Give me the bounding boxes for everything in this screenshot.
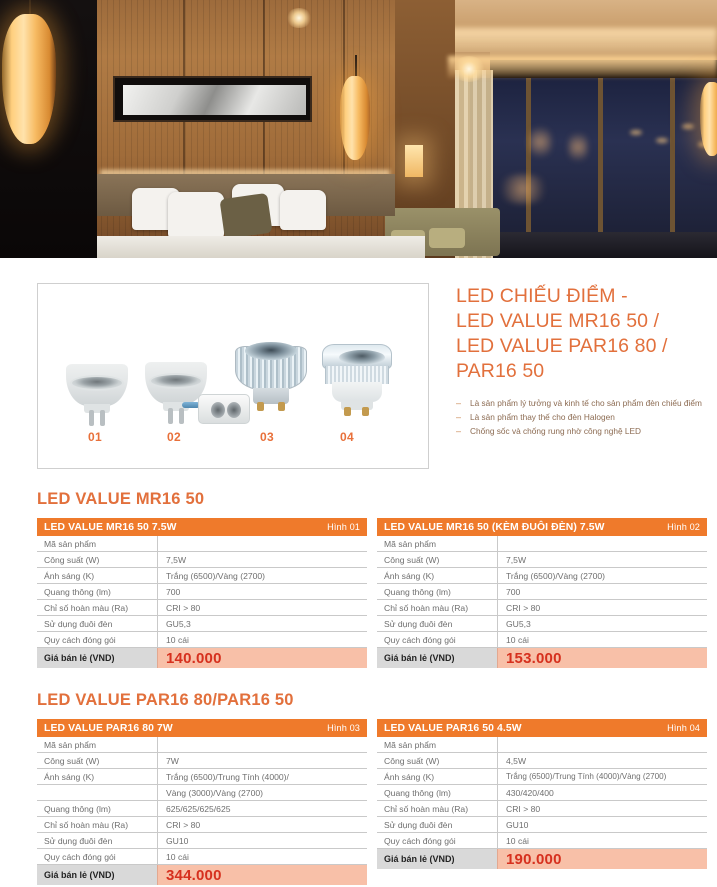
bed bbox=[95, 236, 425, 258]
title-line-1: LED CHIẾU ĐIỂM - bbox=[456, 285, 628, 307]
row-value bbox=[497, 536, 707, 552]
row-value: GU10 bbox=[157, 833, 367, 849]
bullet-text: Là sản phẩm lý tưởng và kinh tế cho sản phẩm đèn chiếu điểm bbox=[470, 398, 702, 408]
table-title: LED VALUE PAR16 80 7W bbox=[44, 722, 173, 734]
price-value: 140.000 bbox=[157, 648, 367, 668]
spec-table-mr16-50-with-socket bbox=[377, 518, 707, 668]
figure-ref: Hình 01 bbox=[327, 522, 360, 532]
row-label: Công suất (W) bbox=[44, 755, 100, 766]
row-value bbox=[157, 536, 367, 552]
title-line-4: PAR16 50 bbox=[456, 360, 545, 382]
row-value: 10 cái bbox=[157, 632, 367, 648]
row-label: Mã sản phẩm bbox=[44, 739, 97, 750]
table-header bbox=[37, 518, 367, 536]
table-row bbox=[377, 584, 707, 600]
table-row bbox=[37, 600, 367, 616]
row-value: Vàng (3000)/Vàng (2700) bbox=[157, 785, 367, 801]
row-label: Công suất (W) bbox=[384, 554, 440, 565]
table-row bbox=[37, 616, 367, 632]
spec-table-par16-50 bbox=[377, 719, 707, 869]
table-row bbox=[37, 817, 367, 833]
table-row bbox=[37, 833, 367, 849]
table-title: LED VALUE MR16 50 (KÈM ĐUÔI ĐÈN) 7.5W bbox=[384, 521, 605, 533]
table-row bbox=[37, 801, 367, 817]
row-value: CRI > 80 bbox=[157, 817, 367, 833]
row-value: Trắng (6500)/Trung Tính (4000)/Vàng (2700) bbox=[497, 769, 707, 785]
table-row bbox=[377, 616, 707, 632]
table-row bbox=[377, 817, 707, 833]
page-title bbox=[456, 284, 706, 384]
lamp-label-04: 04 bbox=[340, 430, 354, 444]
price-row bbox=[37, 648, 367, 668]
hero-bedroom-photo bbox=[0, 0, 717, 258]
row-label: Quy cách đóng gói bbox=[44, 851, 116, 862]
row-value: 430/420/400 bbox=[497, 785, 707, 801]
wall-sconce-light bbox=[405, 145, 423, 177]
bullet-text: Chống sốc và chống rung nhờ công nghệ LED bbox=[470, 426, 642, 436]
price-label: Giá bán lẻ (VND) bbox=[377, 648, 497, 668]
row-label: Quy cách đóng gói bbox=[384, 835, 456, 846]
row-label: Công suất (W) bbox=[44, 554, 100, 565]
table-row bbox=[377, 801, 707, 817]
row-label: Quang thông (lm) bbox=[384, 586, 451, 597]
section-title-mr16: LED VALUE MR16 50 bbox=[37, 490, 205, 508]
table-row-continuation bbox=[37, 785, 367, 801]
row-label: Ánh sáng (K) bbox=[44, 771, 95, 782]
row-value: GU5,3 bbox=[157, 616, 367, 632]
row-value: Trắng (6500)/Trung Tính (4000)/ bbox=[157, 769, 367, 785]
row-label: Mã sản phẩm bbox=[384, 538, 437, 549]
wall-art-frame bbox=[113, 76, 312, 122]
ceiling-downlight-1 bbox=[286, 8, 312, 28]
row-value: CRI > 80 bbox=[497, 600, 707, 616]
cove-lighting bbox=[448, 56, 717, 78]
figure-ref: Hình 03 bbox=[327, 723, 360, 733]
table-row bbox=[377, 833, 707, 849]
spec-table-par16-80 bbox=[37, 719, 367, 885]
price-label: Giá bán lẻ (VND) bbox=[377, 849, 497, 869]
lamp-label-02: 02 bbox=[167, 430, 181, 444]
row-label: Mã sản phẩm bbox=[44, 538, 97, 549]
row-label: Ánh sáng (K) bbox=[44, 570, 95, 581]
pendant-lantern-middle bbox=[340, 76, 370, 160]
row-label: Mã sản phẩm bbox=[384, 739, 437, 750]
figure-ref: Hình 04 bbox=[667, 723, 700, 733]
row-value: Trắng (6500)/Vàng (2700) bbox=[157, 568, 367, 584]
row-value: Trắng (6500)/Vàng (2700) bbox=[497, 568, 707, 584]
table-row bbox=[377, 632, 707, 648]
row-value: 10 cái bbox=[497, 833, 707, 849]
throw-cushion bbox=[219, 193, 272, 239]
table-row bbox=[37, 536, 367, 552]
price-value: 153.000 bbox=[497, 648, 707, 668]
table-row bbox=[37, 753, 367, 769]
row-label: Quy cách đóng gói bbox=[44, 634, 116, 645]
table-row bbox=[377, 600, 707, 616]
row-label: Sử dụng đuôi đèn bbox=[44, 618, 113, 629]
price-row bbox=[377, 648, 707, 668]
lamp-label-03: 03 bbox=[260, 430, 274, 444]
title-block bbox=[456, 284, 706, 439]
price-label: Giá bán lẻ (VND) bbox=[37, 648, 157, 668]
price-value: 344.000 bbox=[157, 865, 367, 885]
table-row bbox=[37, 632, 367, 648]
row-label: Quang thông (lm) bbox=[44, 586, 111, 597]
row-value: 700 bbox=[497, 584, 707, 600]
table-row bbox=[377, 785, 707, 801]
table-row bbox=[37, 584, 367, 600]
table-row bbox=[377, 536, 707, 552]
table-row bbox=[37, 769, 367, 785]
lamp-03 bbox=[235, 340, 311, 412]
list-item bbox=[456, 425, 706, 438]
list-item bbox=[456, 397, 706, 410]
row-value bbox=[497, 737, 707, 753]
table-row bbox=[377, 568, 707, 584]
row-label: Chỉ số hoàn màu (Ra) bbox=[384, 803, 469, 814]
row-value: 10 cái bbox=[497, 632, 707, 648]
row-label: Quang thông (lm) bbox=[384, 787, 451, 798]
row-value: 7,5W bbox=[497, 552, 707, 568]
table-header bbox=[37, 719, 367, 737]
row-label: Chỉ số hoàn màu (Ra) bbox=[384, 602, 469, 613]
row-label: Công suất (W) bbox=[384, 755, 440, 766]
section-title-par16: LED VALUE PAR16 80/PAR16 50 bbox=[37, 691, 294, 709]
row-value: 4,5W bbox=[497, 753, 707, 769]
table-row bbox=[37, 737, 367, 753]
row-label: Sử dụng đuôi đèn bbox=[44, 835, 113, 846]
lamp-label-01: 01 bbox=[88, 430, 102, 444]
pendant-lantern-left bbox=[2, 14, 56, 144]
lamp-01 bbox=[66, 350, 128, 416]
product-image-panel bbox=[37, 283, 429, 469]
table-row bbox=[377, 753, 707, 769]
spec-table-mr16-50 bbox=[37, 518, 367, 668]
bullet-dash-icon: – bbox=[456, 426, 462, 436]
window-sill bbox=[470, 232, 717, 258]
table-row bbox=[37, 568, 367, 584]
balcony-window bbox=[470, 78, 717, 258]
row-value: 7,5W bbox=[157, 552, 367, 568]
row-label: Chỉ số hoàn màu (Ra) bbox=[44, 602, 129, 613]
row-label: Quy cách đóng gói bbox=[384, 634, 456, 645]
row-value: GU5,3 bbox=[497, 616, 707, 632]
table-title: LED VALUE PAR16 50 4.5W bbox=[384, 722, 522, 734]
title-line-3: LED VALUE PAR16 80 / bbox=[456, 335, 668, 357]
row-value: 7W bbox=[157, 753, 367, 769]
pendant-lantern-right bbox=[700, 82, 717, 156]
table-title: LED VALUE MR16 50 7.5W bbox=[44, 521, 177, 533]
figure-ref: Hình 02 bbox=[667, 522, 700, 532]
table-row bbox=[37, 552, 367, 568]
row-label: Ánh sáng (K) bbox=[384, 570, 435, 581]
feature-bullet-list bbox=[456, 397, 706, 438]
lamp-04 bbox=[318, 342, 398, 414]
table-row bbox=[377, 737, 707, 753]
wall-art-image bbox=[123, 85, 306, 115]
row-label: Sử dụng đuôi đèn bbox=[384, 618, 453, 629]
price-row bbox=[37, 865, 367, 885]
ceiling-downlight-2 bbox=[452, 56, 486, 82]
table-header bbox=[377, 719, 707, 737]
table-row bbox=[377, 769, 707, 785]
table-header bbox=[377, 518, 707, 536]
bullet-dash-icon: – bbox=[456, 398, 462, 408]
row-label: Ánh sáng (K) bbox=[384, 771, 435, 782]
price-row bbox=[377, 849, 707, 869]
table-row bbox=[377, 552, 707, 568]
title-line-2: LED VALUE MR16 50 / bbox=[456, 310, 660, 332]
row-value: 625/625/625/625 bbox=[157, 801, 367, 817]
row-label: Chỉ số hoàn màu (Ra) bbox=[44, 819, 129, 830]
row-label: Quang thông (lm) bbox=[44, 803, 111, 814]
row-value: 10 cái bbox=[157, 849, 367, 865]
table-row bbox=[37, 849, 367, 865]
row-label: Sử dụng đuôi đèn bbox=[384, 819, 453, 830]
bullet-dash-icon: – bbox=[456, 412, 462, 422]
row-value: CRI > 80 bbox=[497, 801, 707, 817]
row-value: 700 bbox=[157, 584, 367, 600]
list-item bbox=[456, 411, 706, 424]
price-label: Giá bán lẻ (VND) bbox=[37, 865, 157, 885]
row-value: GU10 bbox=[497, 817, 707, 833]
row-value: CRI > 80 bbox=[157, 600, 367, 616]
bullet-text: Là sản phẩm thay thế cho đèn Halogen bbox=[470, 412, 615, 422]
row-value bbox=[157, 737, 367, 753]
price-value: 190.000 bbox=[497, 849, 707, 869]
